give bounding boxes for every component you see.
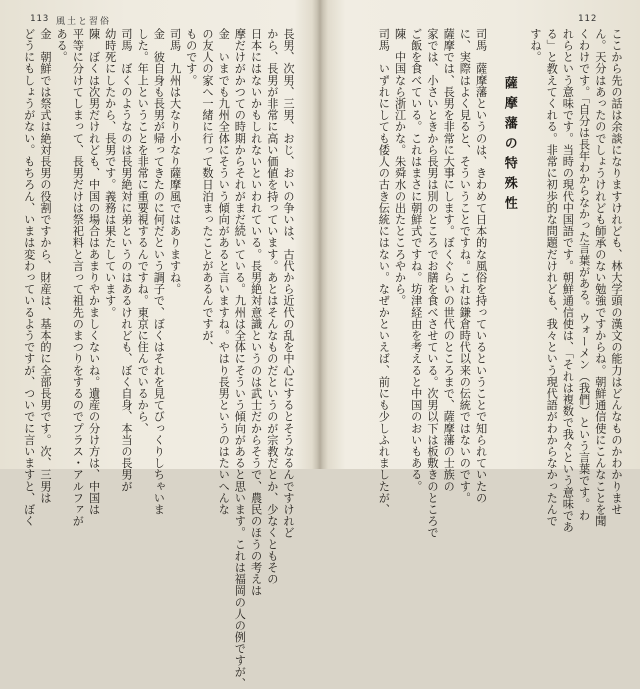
- text-line: 金 彼自身も長男が帰ってきたのに何だという調子で、ぼくはそれを見てびっくりしちゃいま: [152, 28, 166, 516]
- text-line: 金 いまでも九州全体にそういう傾向があると言いますね。やはり長男というのはたいへんな: [217, 28, 231, 516]
- text-line: ん。天分はあったのでしょうけれども師承のない勉強ですからね。朝鮮通信使にこんなことを聞: [593, 28, 607, 527]
- text-line: 平等に分けてしまって、長男だけは祭祀料と言って祖先のまつりをするのでプラス・アルファが: [71, 28, 85, 527]
- text-line: どうにもしょうがない。もちろん、いまは変わっているようですが、ついでに言いますと、ぼく: [22, 28, 36, 527]
- text-line: 司馬 薩摩藩というのは、きわめて日本的な風俗を持っているということで知られていたの: [474, 28, 488, 504]
- text-line: 司馬 いずれにしても倭人の古き伝統にはない。なぜかといえば、前にも少しふれましたが、: [377, 28, 391, 516]
- text-line: 摩だけがかつての時期からそれがまだ続いている。九州は全体にそういう傾向があると思います。これは福岡の人の例ですが、: [233, 28, 247, 689]
- text-line: ある。: [55, 28, 69, 63]
- text-line: 長男、次男、三男、おじ、おいの争いは、古代から近代の乱を中心にするとそうなるんですけれど: [282, 28, 295, 539]
- left-page-number: 113: [30, 14, 50, 24]
- text-line: すね。: [528, 28, 542, 63]
- text-line: 司馬 九州は大なり小なり薩摩風ではありますね。: [168, 28, 182, 295]
- text-line: の友人の家へ一緒に行って数日泊まったことがあるんですが、: [200, 28, 214, 353]
- text-line: れらという意味です。当時の現代中国語です。朝鮮通信使は、「それは複数で我々という意味であ: [561, 28, 575, 533]
- text-line: 金 朝鮮では祭式は絶対長男の役割ですから、財産は、基本的に全部長男です。次、三男は: [38, 28, 52, 504]
- section-title: 薩摩藩の特殊性: [501, 76, 517, 216]
- text-line: 幼時死にしたから、長男です。義務は果たしています。: [103, 28, 117, 318]
- text-line: 司馬 ぼくのようなのは長男絶対に弟というのはあるけれども、ぼく自身、本当の長男が: [119, 28, 133, 492]
- text-line: に、実際はよく見ると、そういうことですね。これは鎌倉時代以来の伝統ではないのです。: [458, 28, 472, 504]
- text-line: から、長男が非常に高い価値を持っています。あとはそんなものだというのが宗教だとか、少なくともその: [265, 28, 279, 585]
- text-line: ものです。: [184, 28, 198, 86]
- text-line: くわけです。「自分は長年わからなかった言葉がある。ウォーメン（我們）という言葉です。わ: [577, 28, 591, 522]
- text-line: ここから先の話は余談になりますけれども、林大学頭の漢文の能力はどんなものかわかりませ: [610, 28, 623, 516]
- text-line: 日本にはないかもしれないといわれている。長男絶対意識というのは武士だからそうで、農民のほうの考えは: [249, 28, 263, 597]
- text-line: 薩摩では、長男を非常に大事にします。ぼくぐらいの世代のところまで、薩摩藩の士族の: [442, 28, 456, 492]
- text-line: ご飯を食べている。これはまさに朝鮮式ですね。坊津経由を考えると中国のおいもある。: [409, 28, 423, 492]
- right-page: [320, 0, 640, 539]
- right-page-number: 112: [578, 14, 598, 24]
- text-line: る」と教えてくれる。非常に初歩的な問題だけれども、我々という現代語がわからなかったんで: [545, 28, 559, 527]
- text-line: した。年上ということを非常に重要視するんですね。東京に住んでいるから、: [136, 28, 150, 434]
- text-line: 陳 ぼくは次男だけれども、中国の場合はあまりやかましくないね。遺産の分け方は、中国は: [87, 28, 101, 516]
- running-head: 風土と習俗: [56, 17, 112, 27]
- left-page-text: [22, 28, 296, 689]
- text-line: 陳 中国なら浙江かな。朱舜水の出たところやから。: [393, 28, 407, 307]
- right-page-text: [338, 28, 624, 539]
- text-line: 家では、小さいときから長男は別のところでお膳を食べさせている。次男以下は板敷きのところで: [425, 28, 439, 539]
